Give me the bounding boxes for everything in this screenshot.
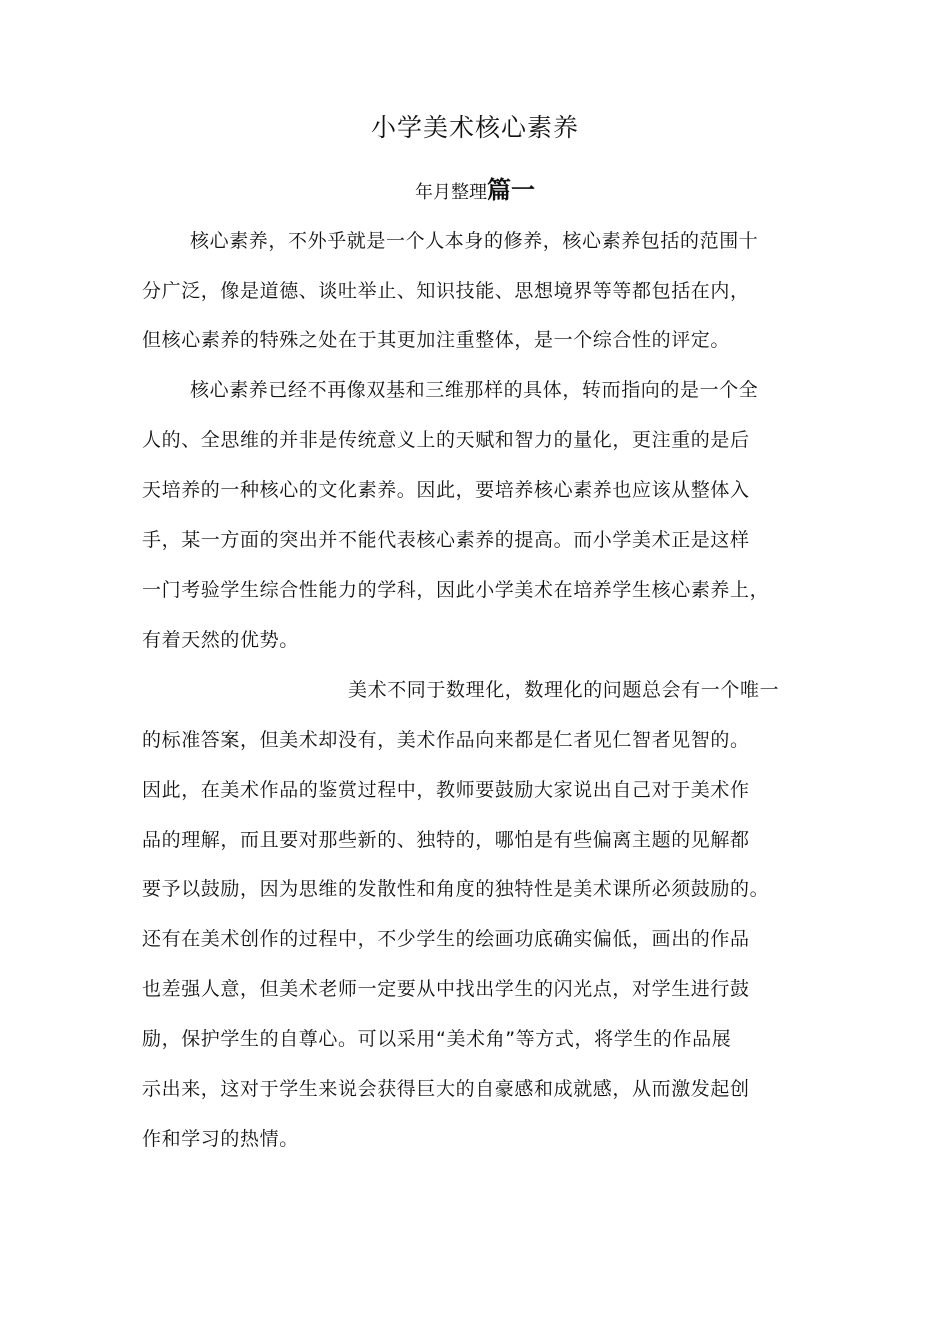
paragraph-2-line-3: 天培养的一种核心的文化素养。因此，要培养核心素养也应该从整体入 [142, 479, 750, 501]
paragraph-2-line-6: 有着天然的优势。 [142, 629, 299, 651]
paragraph-3-line-3: 因此，在美术作品的鉴赏过程中，教师要鼓励大家说出自己对于美术作 [142, 779, 750, 801]
paragraph-1-line-2: 分广泛，像是道德、谈吐举止、知识技能、思想境界等等都包括在内， [142, 280, 750, 302]
paragraph-1-line-3: 但核心素养的特殊之处在于其更加注重整体，是一个综合性的评定。 [142, 329, 731, 351]
paragraph-3-line-5: 要予以鼓励，因为思维的发散性和角度的独特性是美术课所必须鼓励的。 [142, 878, 770, 900]
document-subtitle [0, 170, 950, 213]
paragraph-3-line-8: 励，保护学生的自尊心。可以采用“美术角”等方式，将学生的作品展 [142, 1028, 732, 1050]
paragraph-3-line-2: 的标准答案，但美术却没有，美术作品向来都是仁者见仁智者见智的。 [142, 729, 750, 751]
document-title: 小学美术核心素养 [370, 113, 579, 142]
paragraph-2-line-5: 一门考验学生综合性能力的学科，因此小学美术在培养学生核心素养上， [142, 579, 770, 601]
part-label: 篇一 [487, 176, 535, 204]
paragraph-3-line-6: 还有在美术创作的过程中，不少学生的绘画功底确实偏低，画出的作品 [142, 928, 750, 950]
paragraph-3-line-9: 示出来，这对于学生来说会获得巨大的自豪感和成就感，从而激发起创 [142, 1078, 750, 1100]
paragraph-1-line-1: 核心素养，不外乎就是一个人本身的修养，核心素养包括的范围十 [190, 230, 759, 252]
paragraph-3-line-1: 美术不同于数理化，数理化的问题总会有一个唯一 [348, 679, 780, 701]
paragraph-2-line-4: 手，某一方面的突出并不能代表核心素养的提高。而小学美术正是这样 [142, 529, 750, 551]
paragraph-3-line-7: 也差强人意，但美术老师一定要从中找出学生的闪光点，对学生进行鼓 [142, 978, 750, 1000]
paragraph-2-line-2: 人的、全思维的并非是传统意义上的天赋和智力的量化，更注重的是后 [142, 429, 750, 451]
paragraph-3-line-4: 品的理解，而且要对那些新的、独特的，哪怕是有些偏离主题的见解都 [142, 829, 750, 851]
paragraph-3-line-10: 作和学习的热情。 [142, 1128, 299, 1150]
date-label: 年月整理 [415, 182, 487, 203]
paragraph-2-line-1: 核心素养已经不再像双基和三维那样的具体，转而指向的是一个全 [190, 379, 759, 401]
